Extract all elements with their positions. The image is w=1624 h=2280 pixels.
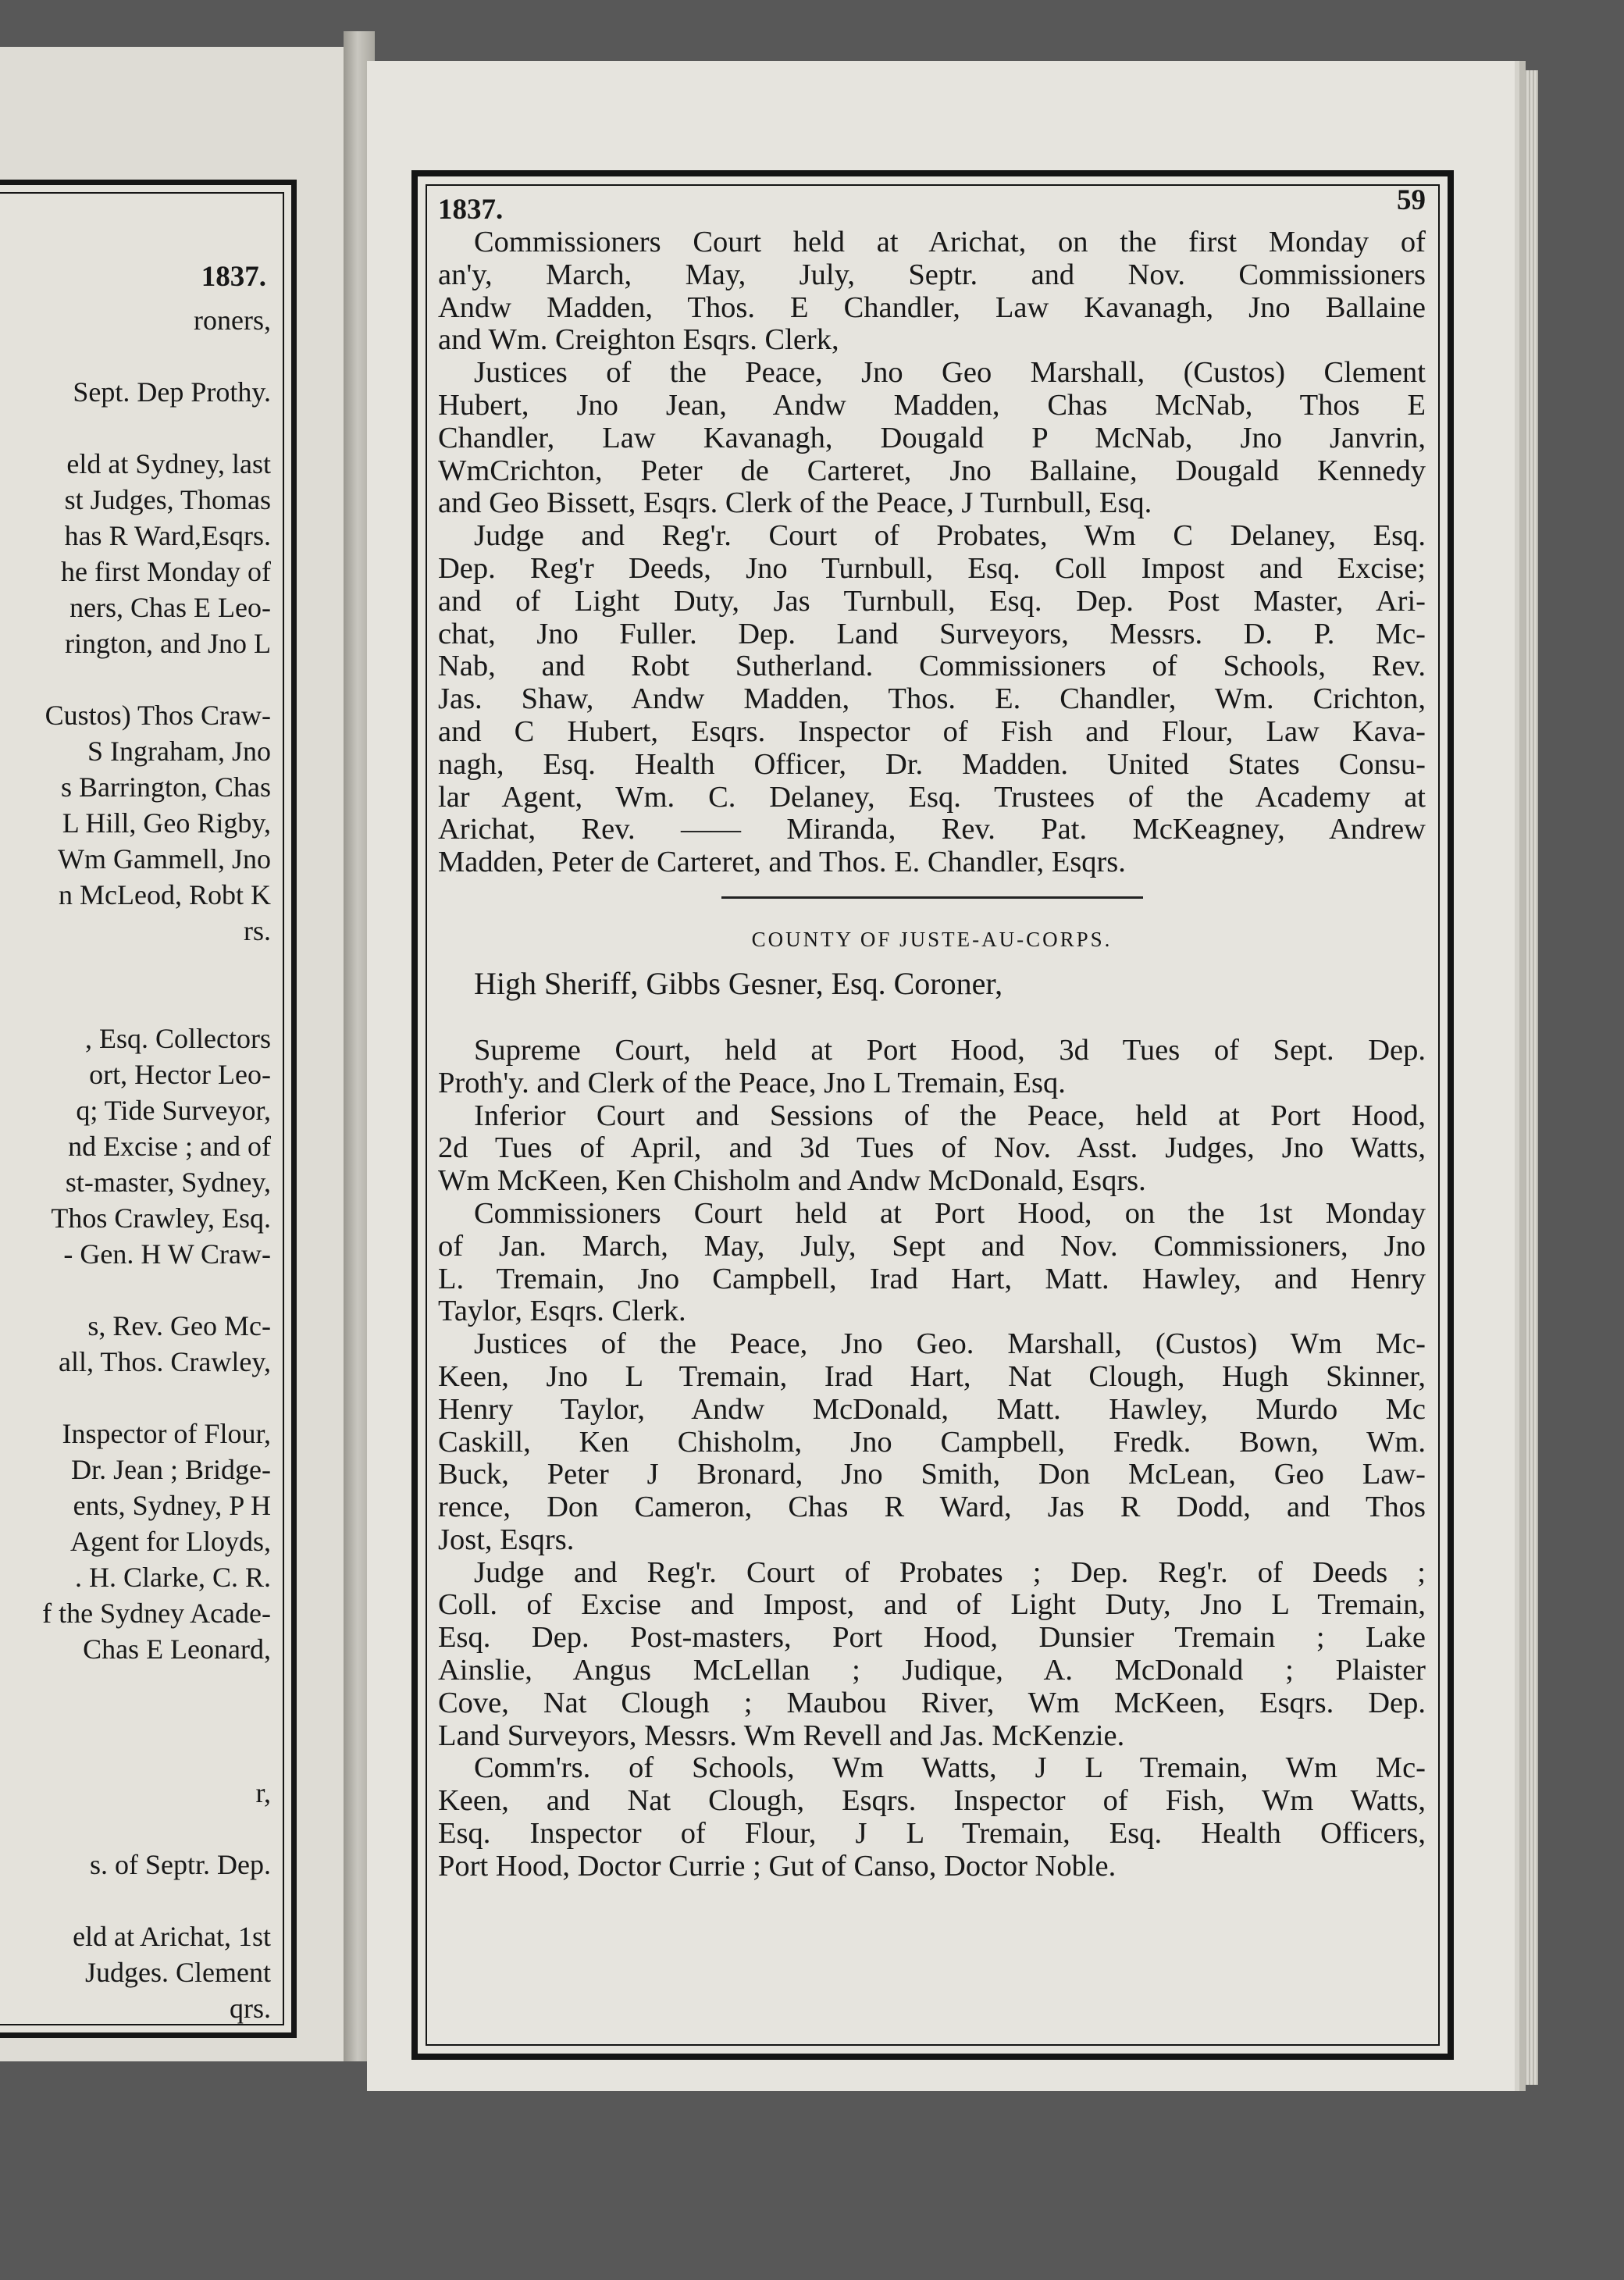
- left-page-line: . H. Clarke, C. R.: [75, 1562, 271, 1593]
- page-number: 59: [1397, 184, 1426, 216]
- text-line: Keen, and Nat Clough, Esqrs. Inspector of Fish, Wm Watts,: [438, 1785, 1426, 1818]
- text-line: Esq. Dep. Post-masters, Port Hood, Dunsier Tremain ; Lake: [438, 1622, 1426, 1655]
- left-page-line: [0, 985, 271, 1021]
- text-line: Chandler, Law Kavanagh, Dougald P McNab, Jno Janvrin,: [438, 422, 1426, 454]
- text-line: chat, Jno Fuller. Dep. Land Surveyors, Messrs. D. P. Mc-: [438, 618, 1426, 650]
- left-page-line: , Esq. Collectors: [85, 1023, 271, 1054]
- section-divider: [721, 896, 1143, 899]
- text-line: 2d Tues of April, and 3d Tues of Nov. Asst. Judges, Jno Watts,: [438, 1132, 1426, 1165]
- sheriff-line: High Sheriff, Gibbs Gesner, Esq. Coroner,: [474, 965, 1003, 1001]
- page-year: 1837.: [438, 194, 504, 226]
- text-line: lar Agent, Wm. C. Delaney, Esq. Trustees of the Academy at: [438, 781, 1426, 814]
- left-page-line: Wm Gammell, Jno: [58, 843, 271, 875]
- text-line: Judge and Reg'r. Court of Probates, Wm C Delaney, Esq.: [474, 520, 1426, 553]
- text-line: Nab, and Robt Sutherland. Commissioners of Schools, Rev.: [438, 650, 1426, 683]
- left-page-line: [0, 338, 271, 374]
- left-page-line: rs.: [244, 915, 271, 946]
- left-page-line: [0, 661, 271, 697]
- text-line: Justices of the Peace, Jno Geo. Marshall, (Custos) Wm Mc-: [474, 1328, 1426, 1361]
- text-line: of Jan. March, May, July, Sept and Nov. Commissioners, Jno: [438, 1230, 1426, 1263]
- text-line: Madden, Peter de Carteret, and Thos. E. Chandler, Esqrs.: [438, 846, 1126, 879]
- text-line: an'y, March, May, July, Septr. and Nov. Commissioners: [438, 258, 1426, 291]
- text-line: and C Hubert, Esqrs. Inspector of Fish and Flour, Law Kava-: [438, 715, 1426, 748]
- left-page-line: Dr. Jean ; Bridge-: [71, 1454, 271, 1485]
- text-line: Jost, Esqrs.: [438, 1523, 575, 1556]
- left-page-line: r,: [255, 1777, 271, 1808]
- left-page-line: [0, 949, 271, 985]
- left-page-line: [0, 1667, 271, 1703]
- left-page-line: - Gen. H W Craw-: [63, 1238, 271, 1270]
- text-line: Commissioners Court held at Port Hood, on the 1st Monday: [474, 1197, 1426, 1230]
- left-page-frame: [0, 180, 297, 2038]
- text-line: and Geo Bissett, Esqrs. Clerk of the Peace, J Turnbull, Esq.: [438, 487, 1152, 520]
- left-page-line: [0, 1739, 271, 1775]
- left-page-line: Sept. Dep Prothy.: [73, 376, 271, 408]
- left-page-line: roners,: [194, 305, 271, 336]
- text-line: Hubert, Jno Jean, Andw Madden, Chas McNab, Thos E: [438, 389, 1426, 422]
- left-page-line: has R Ward,Esqrs.: [64, 520, 271, 551]
- page-content: [438, 184, 1426, 1883]
- left-page-line: ort, Hector Leo-: [89, 1059, 271, 1090]
- left-page-line: s Barrington, Chas: [61, 771, 271, 803]
- text-line: rence, Don Cameron, Chas R Ward, Jas R Dodd, and Thos: [438, 1491, 1426, 1524]
- text-line: Dep. Reg'r Deeds, Jno Turnbull, Esq. Coll Impost and Excise;: [438, 552, 1426, 585]
- text-line: Commissioners Court held at Arichat, on the first Monday of: [474, 226, 1426, 258]
- text-line: Land Surveyors, Messrs. Wm Revell and Jas. McKenzie.: [438, 1719, 1125, 1752]
- left-page-line: Custos) Thos Craw-: [45, 700, 271, 731]
- left-page: [0, 47, 344, 2061]
- juste-au-corps-section: [438, 1035, 1426, 1883]
- left-page-line: [0, 410, 271, 446]
- left-page-line: rington, and Jno L: [65, 628, 271, 659]
- left-page-line: L Hill, Geo Rigby,: [62, 807, 271, 839]
- left-page-line: st Judges, Thomas: [64, 484, 271, 515]
- left-page-line: nd Excise ; and of: [68, 1131, 271, 1162]
- text-line: Keen, Jno L Tremain, Irad Hart, Nat Clough, Hugh Skinner,: [438, 1360, 1426, 1393]
- left-page-line: qrs.: [230, 1993, 271, 2024]
- text-line: WmCrichton, Peter de Carteret, Jno Ballaine, Dougald Kennedy: [438, 454, 1426, 487]
- left-page-line: [0, 1703, 271, 1739]
- text-line: Judge and Reg'r. Court of Probates ; Dep. Reg'r. of Deeds ;: [474, 1556, 1426, 1589]
- left-page-line: f the Sydney Acade-: [42, 1598, 271, 1629]
- county-heading: COUNTY OF JUSTE-AU-CORPS.: [751, 927, 1113, 951]
- text-line: Supreme Court, held at Port Hood, 3d Tues of Sept. Dep.: [474, 1034, 1426, 1067]
- text-line: L. Tremain, Jno Campbell, Irad Hart, Matt. Hawley, and Henry: [438, 1263, 1426, 1295]
- left-page-line: st-master, Sydney,: [65, 1167, 271, 1198]
- left-page-line: Judges. Clement: [85, 1957, 271, 1988]
- left-page-line: q; Tide Surveyor,: [76, 1095, 271, 1126]
- text-line: Port Hood, Doctor Currie ; Gut of Canso, Doctor Noble.: [438, 1850, 1116, 1883]
- left-page-year: 1837.: [201, 261, 266, 293]
- left-page-line: Inspector of Flour,: [62, 1418, 271, 1449]
- left-page-text: [0, 302, 271, 2026]
- text-line: nagh, Esq. Health Officer, Dr. Madden. United States Consu-: [438, 748, 1426, 781]
- text-line: Coll. of Excise and Impost, and of Light Duty, Jno L Tremain,: [438, 1589, 1426, 1622]
- left-page-line: ners, Chas E Leo-: [69, 592, 271, 623]
- left-page-line: he first Monday of: [61, 556, 271, 587]
- right-page: [367, 61, 1515, 2091]
- text-line: Henry Taylor, Andw McDonald, Matt. Hawley, Murdo Mc: [438, 1393, 1426, 1426]
- page-frame: [411, 170, 1454, 2060]
- text-line: Andw Madden, Thos. E Chandler, Law Kavanagh, Jno Ballaine: [438, 291, 1426, 324]
- text-line: Cove, Nat Clough ; Maubou River, Wm McKeen, Esqrs. Dep.: [438, 1687, 1426, 1719]
- left-page-line: s, Rev. Geo Mc-: [87, 1310, 271, 1341]
- left-page-line: s. of Septr. Dep.: [90, 1849, 271, 1880]
- page-header: [438, 184, 1426, 226]
- left-page-line: Chas E Leonard,: [83, 1633, 271, 1665]
- left-page-line: Thos Crawley, Esq.: [51, 1202, 271, 1234]
- text-line: Proth'y. and Clerk of the Peace, Jno L Tremain, Esq.: [438, 1067, 1066, 1099]
- text-line: Arichat, Rev. —— Miranda, Rev. Pat. McKeagney, Andrew: [438, 814, 1426, 846]
- text-line: and of Light Duty, Jas Turnbull, Esq. Dep. Post Master, Ari-: [438, 585, 1426, 618]
- left-page-line: [0, 1811, 271, 1847]
- left-page-line: eld at Sydney, last: [66, 448, 271, 479]
- text-line: Justices of the Peace, Jno Geo Marshall, (Custos) Clement: [474, 357, 1426, 390]
- text-line: and Wm. Creighton Esqrs. Clerk,: [438, 324, 839, 357]
- text-line: Buck, Peter J Bronard, Jno Smith, Don McLean, Geo Law-: [438, 1459, 1426, 1491]
- text-line: Ainslie, Angus McLellan ; Judique, A. McDonald ; Plaister: [438, 1655, 1426, 1687]
- left-page-line: [0, 1883, 271, 1918]
- richmond-county-section: [438, 226, 1426, 879]
- left-page-line: Agent for Lloyds,: [70, 1526, 271, 1557]
- left-page-line: n McLeod, Robt K: [59, 879, 271, 910]
- spacer: [438, 1011, 1426, 1035]
- left-page-line: [0, 1380, 271, 1416]
- text-line: Esq. Inspector of Flour, J L Tremain, Esq. Health Officers,: [438, 1818, 1426, 1851]
- left-page-line: all, Thos. Crawley,: [59, 1346, 271, 1377]
- left-page-line: S Ingraham, Jno: [87, 736, 271, 767]
- text-line: Taylor, Esqrs. Clerk.: [438, 1295, 686, 1328]
- text-line: Caskill, Ken Chisholm, Jno Campbell, Fredk. Bown, Wm.: [438, 1426, 1426, 1459]
- left-page-line: eld at Arichat, 1st: [73, 1921, 271, 1952]
- text-line: Wm McKeen, Ken Chisholm and Andw McDonald, Esqrs.: [438, 1165, 1146, 1198]
- text-line: Jas. Shaw, Andw Madden, Thos. E. Chandler, Wm. Crichton,: [438, 683, 1426, 716]
- text-line: Inferior Court and Sessions of the Peace, held at Port Hood,: [474, 1099, 1426, 1132]
- text-line: Comm'rs. of Schools, Wm Watts, J L Tremain, Wm Mc-: [474, 1752, 1426, 1785]
- left-page-line: [0, 1272, 271, 1308]
- left-page-line: ents, Sydney, P H: [73, 1490, 271, 1521]
